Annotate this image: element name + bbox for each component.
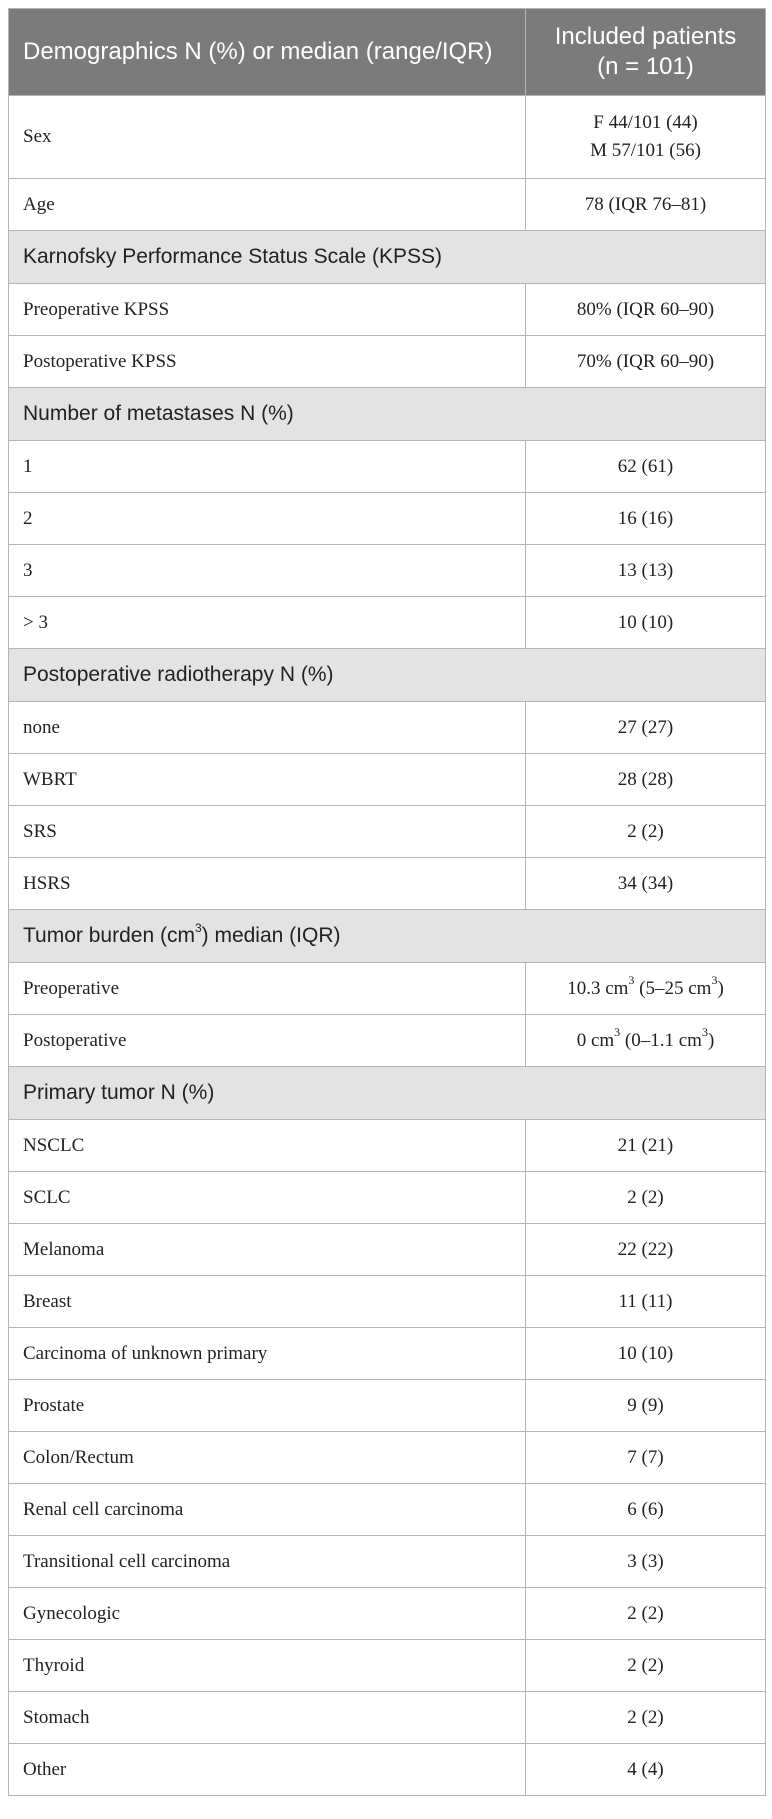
row-value: 62 (61) <box>526 441 766 493</box>
row-label: Thyroid <box>9 1640 526 1692</box>
table-row <box>9 1276 766 1328</box>
table-row <box>9 858 766 910</box>
table-row <box>9 1536 766 1588</box>
table-row <box>9 1120 766 1172</box>
table-row <box>9 597 766 649</box>
section-radiotherapy: Postoperative radiotherapy N (%) <box>9 649 766 702</box>
row-label: Melanoma <box>9 1224 526 1276</box>
sex-female-value: F 44/101 (44) <box>593 112 698 133</box>
row-label-kpss-post: Postoperative KPSS <box>9 336 526 388</box>
table-row <box>9 1640 766 1692</box>
row-value: 6 (6) <box>526 1484 766 1536</box>
row-label: Gynecologic <box>9 1588 526 1640</box>
row-value: 11 (11) <box>526 1276 766 1328</box>
table-row <box>9 441 766 493</box>
row-value: 3 (3) <box>526 1536 766 1588</box>
section-tumor-burden <box>9 910 766 963</box>
row-label: 3 <box>9 545 526 597</box>
table-row <box>9 1172 766 1224</box>
burden-pre-v2: (5–25 cm <box>634 977 712 999</box>
row-label: > 3 <box>9 597 526 649</box>
row-label: none <box>9 702 526 754</box>
section-row <box>9 910 766 963</box>
row-value: 2 (2) <box>526 1640 766 1692</box>
row-label: Prostate <box>9 1380 526 1432</box>
section-metastases: Number of metastases N (%) <box>9 388 766 441</box>
row-label-age: Age <box>9 179 526 231</box>
table-row <box>9 96 766 179</box>
header-included-patients <box>526 9 766 96</box>
row-label-sex: Sex <box>9 96 526 179</box>
row-value: 10 (10) <box>526 597 766 649</box>
burden-pre-v1: 10.3 cm <box>567 977 629 999</box>
row-label: Breast <box>9 1276 526 1328</box>
table-row <box>9 493 766 545</box>
row-value-age: 78 (IQR 76–81) <box>526 179 766 231</box>
row-label-burden-pre: Preoperative <box>9 963 526 1015</box>
row-value: 2 (2) <box>526 806 766 858</box>
tumor-burden-title-post: ) median (IQR) <box>201 924 341 947</box>
section-row <box>9 388 766 441</box>
row-value: 22 (22) <box>526 1224 766 1276</box>
table-row <box>9 1015 766 1067</box>
row-label: SCLC <box>9 1172 526 1224</box>
table-row <box>9 702 766 754</box>
table-row <box>9 1224 766 1276</box>
table-row <box>9 806 766 858</box>
row-value: 4 (4) <box>526 1744 766 1796</box>
burden-pre-sup1: 3 <box>628 973 635 988</box>
table-row <box>9 963 766 1015</box>
row-label: HSRS <box>9 858 526 910</box>
row-value: 7 (7) <box>526 1432 766 1484</box>
table-row <box>9 1588 766 1640</box>
tumor-burden-title-pre: Tumor burden (cm <box>23 924 195 947</box>
section-primary-tumor: Primary tumor N (%) <box>9 1067 766 1120</box>
section-kpss: Karnofsky Performance Status Scale (KPSS) <box>9 231 766 284</box>
table-row <box>9 1432 766 1484</box>
row-label: Stomach <box>9 1692 526 1744</box>
table-header-row <box>9 9 766 96</box>
row-value: 27 (27) <box>526 702 766 754</box>
demographics-table-container <box>8 8 765 1796</box>
row-label: Renal cell carcinoma <box>9 1484 526 1536</box>
row-value: 2 (2) <box>526 1172 766 1224</box>
row-label: 1 <box>9 441 526 493</box>
burden-pre-sup2: 3 <box>711 973 718 988</box>
table-row <box>9 284 766 336</box>
section-row <box>9 649 766 702</box>
row-value: 2 (2) <box>526 1692 766 1744</box>
row-value: 13 (13) <box>526 545 766 597</box>
row-label: Other <box>9 1744 526 1796</box>
row-value-sex <box>526 96 766 179</box>
row-label-kpss-pre: Preoperative KPSS <box>9 284 526 336</box>
table-row <box>9 179 766 231</box>
row-value: 28 (28) <box>526 754 766 806</box>
burden-post-v2: (0–1.1 cm <box>620 1029 702 1051</box>
row-label: WBRT <box>9 754 526 806</box>
row-value-burden-pre <box>526 963 766 1015</box>
row-value: 16 (16) <box>526 493 766 545</box>
burden-post-v1: 0 cm <box>576 1029 615 1051</box>
row-value: 10 (10) <box>526 1328 766 1380</box>
sex-male-value: M 57/101 (56) <box>590 140 701 161</box>
burden-post-v3: ) <box>707 1029 715 1051</box>
row-value-burden-post <box>526 1015 766 1067</box>
section-row <box>9 231 766 284</box>
table-row <box>9 1484 766 1536</box>
table-row <box>9 545 766 597</box>
table-row <box>9 1692 766 1744</box>
row-label: SRS <box>9 806 526 858</box>
demographics-table <box>8 8 766 1796</box>
row-value: 21 (21) <box>526 1120 766 1172</box>
row-value-kpss-pre: 80% (IQR 60–90) <box>526 284 766 336</box>
header-demographics: Demographics N (%) or median (range/IQR) <box>9 9 526 96</box>
row-label: NSCLC <box>9 1120 526 1172</box>
row-value: 9 (9) <box>526 1380 766 1432</box>
table-row <box>9 1328 766 1380</box>
row-label: 2 <box>9 493 526 545</box>
row-value: 2 (2) <box>526 1588 766 1640</box>
row-value: 34 (34) <box>526 858 766 910</box>
burden-pre-v3: ) <box>717 977 724 999</box>
row-label-burden-post: Postoperative <box>9 1015 526 1067</box>
tumor-burden-title-sup: 3 <box>194 921 202 935</box>
row-label: Transitional cell carcinoma <box>9 1536 526 1588</box>
row-label: Colon/Rectum <box>9 1432 526 1484</box>
section-row <box>9 1067 766 1120</box>
burden-post-sup2: 3 <box>701 1025 708 1040</box>
burden-post-sup1: 3 <box>614 1025 621 1040</box>
table-row <box>9 336 766 388</box>
row-value-kpss-post: 70% (IQR 60–90) <box>526 336 766 388</box>
table-row <box>9 1744 766 1796</box>
table-row <box>9 1380 766 1432</box>
header-included-line1: Included patients <box>554 23 737 50</box>
header-included-line2: (n = 101) <box>597 53 694 80</box>
row-label: Carcinoma of unknown primary <box>9 1328 526 1380</box>
table-row <box>9 754 766 806</box>
